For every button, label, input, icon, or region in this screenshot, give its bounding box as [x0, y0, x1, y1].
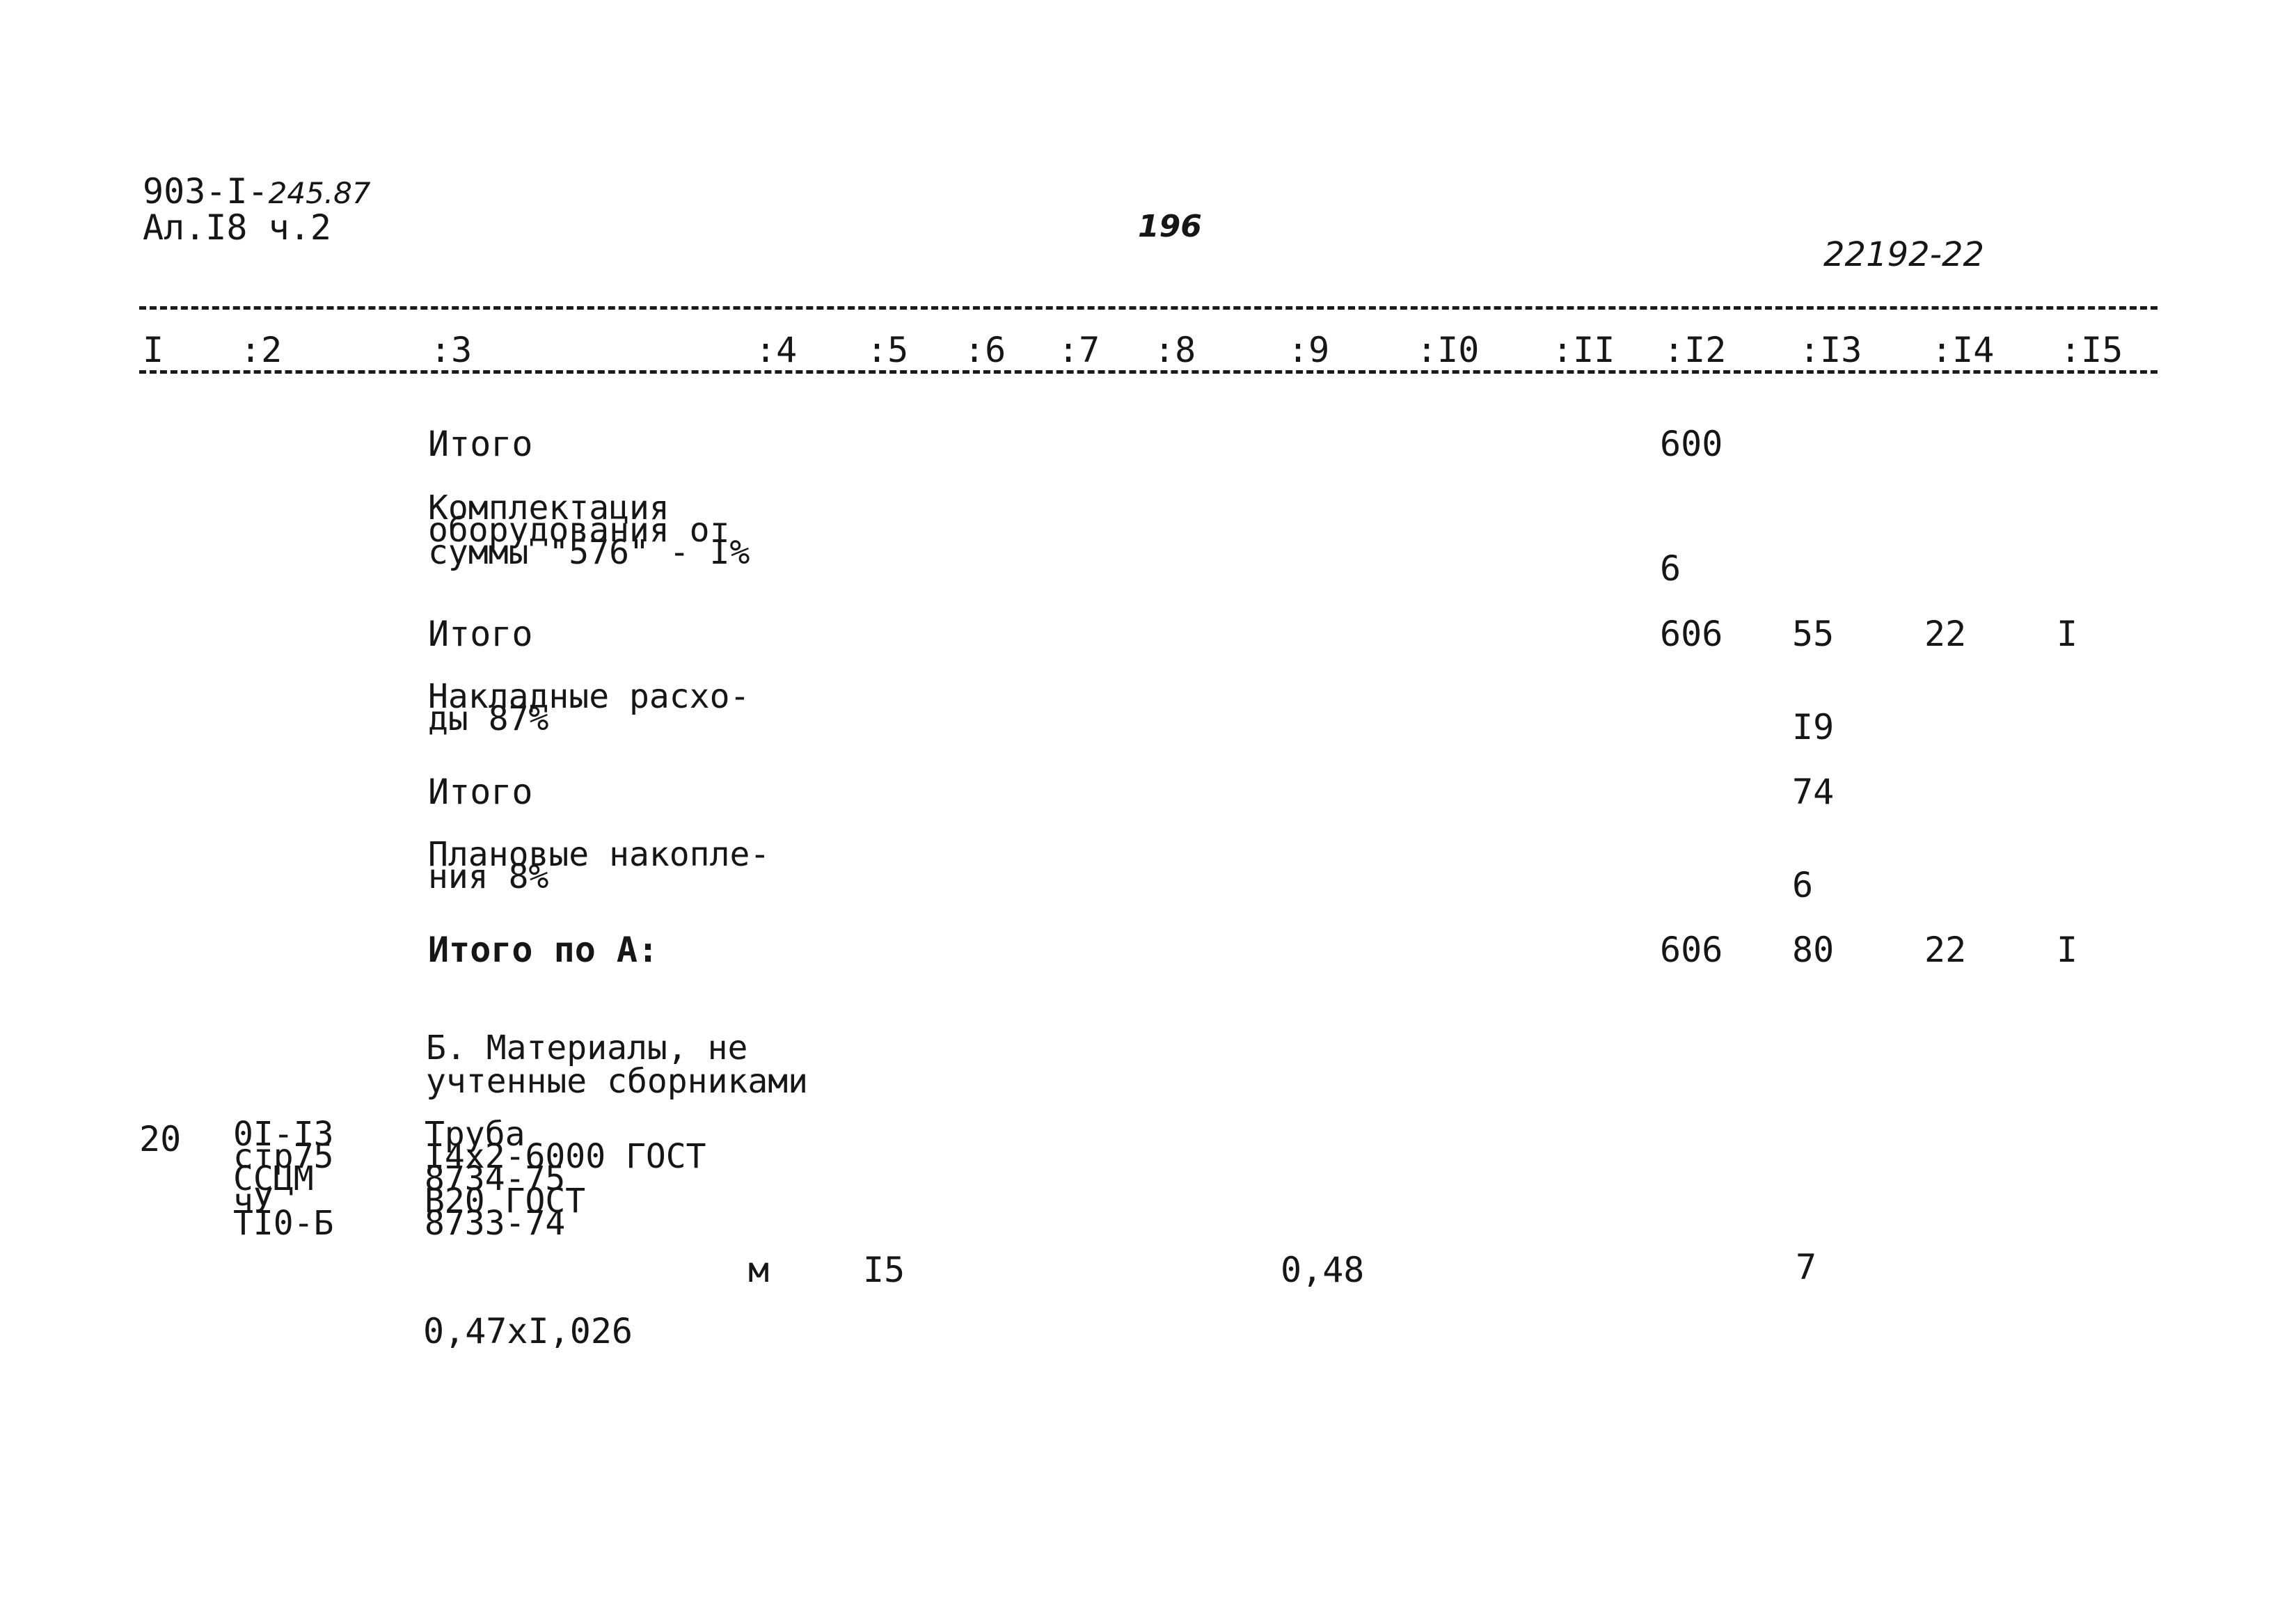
- column-header-3: :3: [430, 330, 473, 370]
- column-header-9: :9: [1288, 330, 1330, 370]
- row-code: 0I-I3 стр75 ССЦМ чУ ТI0-Б: [233, 1115, 334, 1243]
- column-header-2: :2: [240, 330, 283, 370]
- cell-col9: 0,48: [1281, 1250, 1365, 1290]
- column-header-4: :4: [755, 330, 798, 370]
- column-header-7: :7: [1058, 330, 1100, 370]
- cell-col12: 6: [1660, 548, 1681, 589]
- calculation-note: 0,47хI,026: [423, 1311, 633, 1351]
- sheet-label: Ал.I8 ч.2: [143, 207, 331, 248]
- cell-col13: 74: [1792, 772, 1835, 812]
- row-name: Итого: [428, 614, 533, 654]
- column-header-10: :I0: [1416, 330, 1480, 370]
- section-b-heading: Б. Материалы, не учтенные сборниками: [426, 1029, 809, 1101]
- cell-col14: 22: [1924, 930, 1967, 970]
- column-header-15: :I5: [2060, 330, 2123, 370]
- cell-col12: 606: [1660, 614, 1723, 654]
- column-header-5: :5: [866, 330, 909, 370]
- row-name: Плановые накопле- ния 8%: [428, 835, 770, 896]
- row-name: Итого по А:: [428, 930, 659, 970]
- document-code-typed: 903-I-: [143, 171, 269, 212]
- table-top-rule: [139, 306, 2158, 310]
- cell-col13: 80: [1792, 930, 1835, 970]
- table-header-rule: [139, 370, 2158, 374]
- cell-col12: 606: [1660, 930, 1723, 970]
- cell-col13: I9: [1792, 707, 1835, 747]
- cell-col4: м: [748, 1250, 770, 1290]
- document-code: [143, 171, 371, 212]
- cell-col13: 7: [1796, 1247, 1817, 1287]
- page-number: 196: [1138, 209, 1202, 244]
- row-name: Накладные расхо- ды 87%: [428, 677, 750, 738]
- document-code-handwritten: 245.87: [268, 176, 371, 210]
- row-name: Итого: [428, 424, 533, 464]
- row-name: Итого: [428, 772, 533, 812]
- row-name: Комплектация оборудования от суммы "576" - I%: [428, 489, 750, 572]
- cell-col14: 22: [1924, 614, 1967, 654]
- column-header-13: :I3: [1799, 330, 1862, 370]
- cell-col13: 6: [1792, 865, 1814, 905]
- column-header-11: :II: [1552, 330, 1615, 370]
- column-header-8: :8: [1154, 330, 1196, 370]
- row-name: Труба I4х2-6000 ГОСТ 8734-75 В20 ГОСТ 8733-74: [425, 1115, 706, 1243]
- column-header-6: :6: [964, 330, 1006, 370]
- cell-col12: 600: [1660, 424, 1723, 464]
- column-header-14: :I4: [1931, 330, 1995, 370]
- row-number: 20: [139, 1119, 182, 1159]
- cell-col15: I: [2057, 930, 2078, 970]
- stamp-number: 22192-22: [1823, 235, 1985, 274]
- cell-col13: 55: [1792, 614, 1835, 654]
- cell-col5: I5: [863, 1250, 905, 1290]
- cell-col15: I: [2057, 614, 2078, 654]
- column-header-1: I: [143, 330, 164, 370]
- column-header-12: :I2: [1663, 330, 1727, 370]
